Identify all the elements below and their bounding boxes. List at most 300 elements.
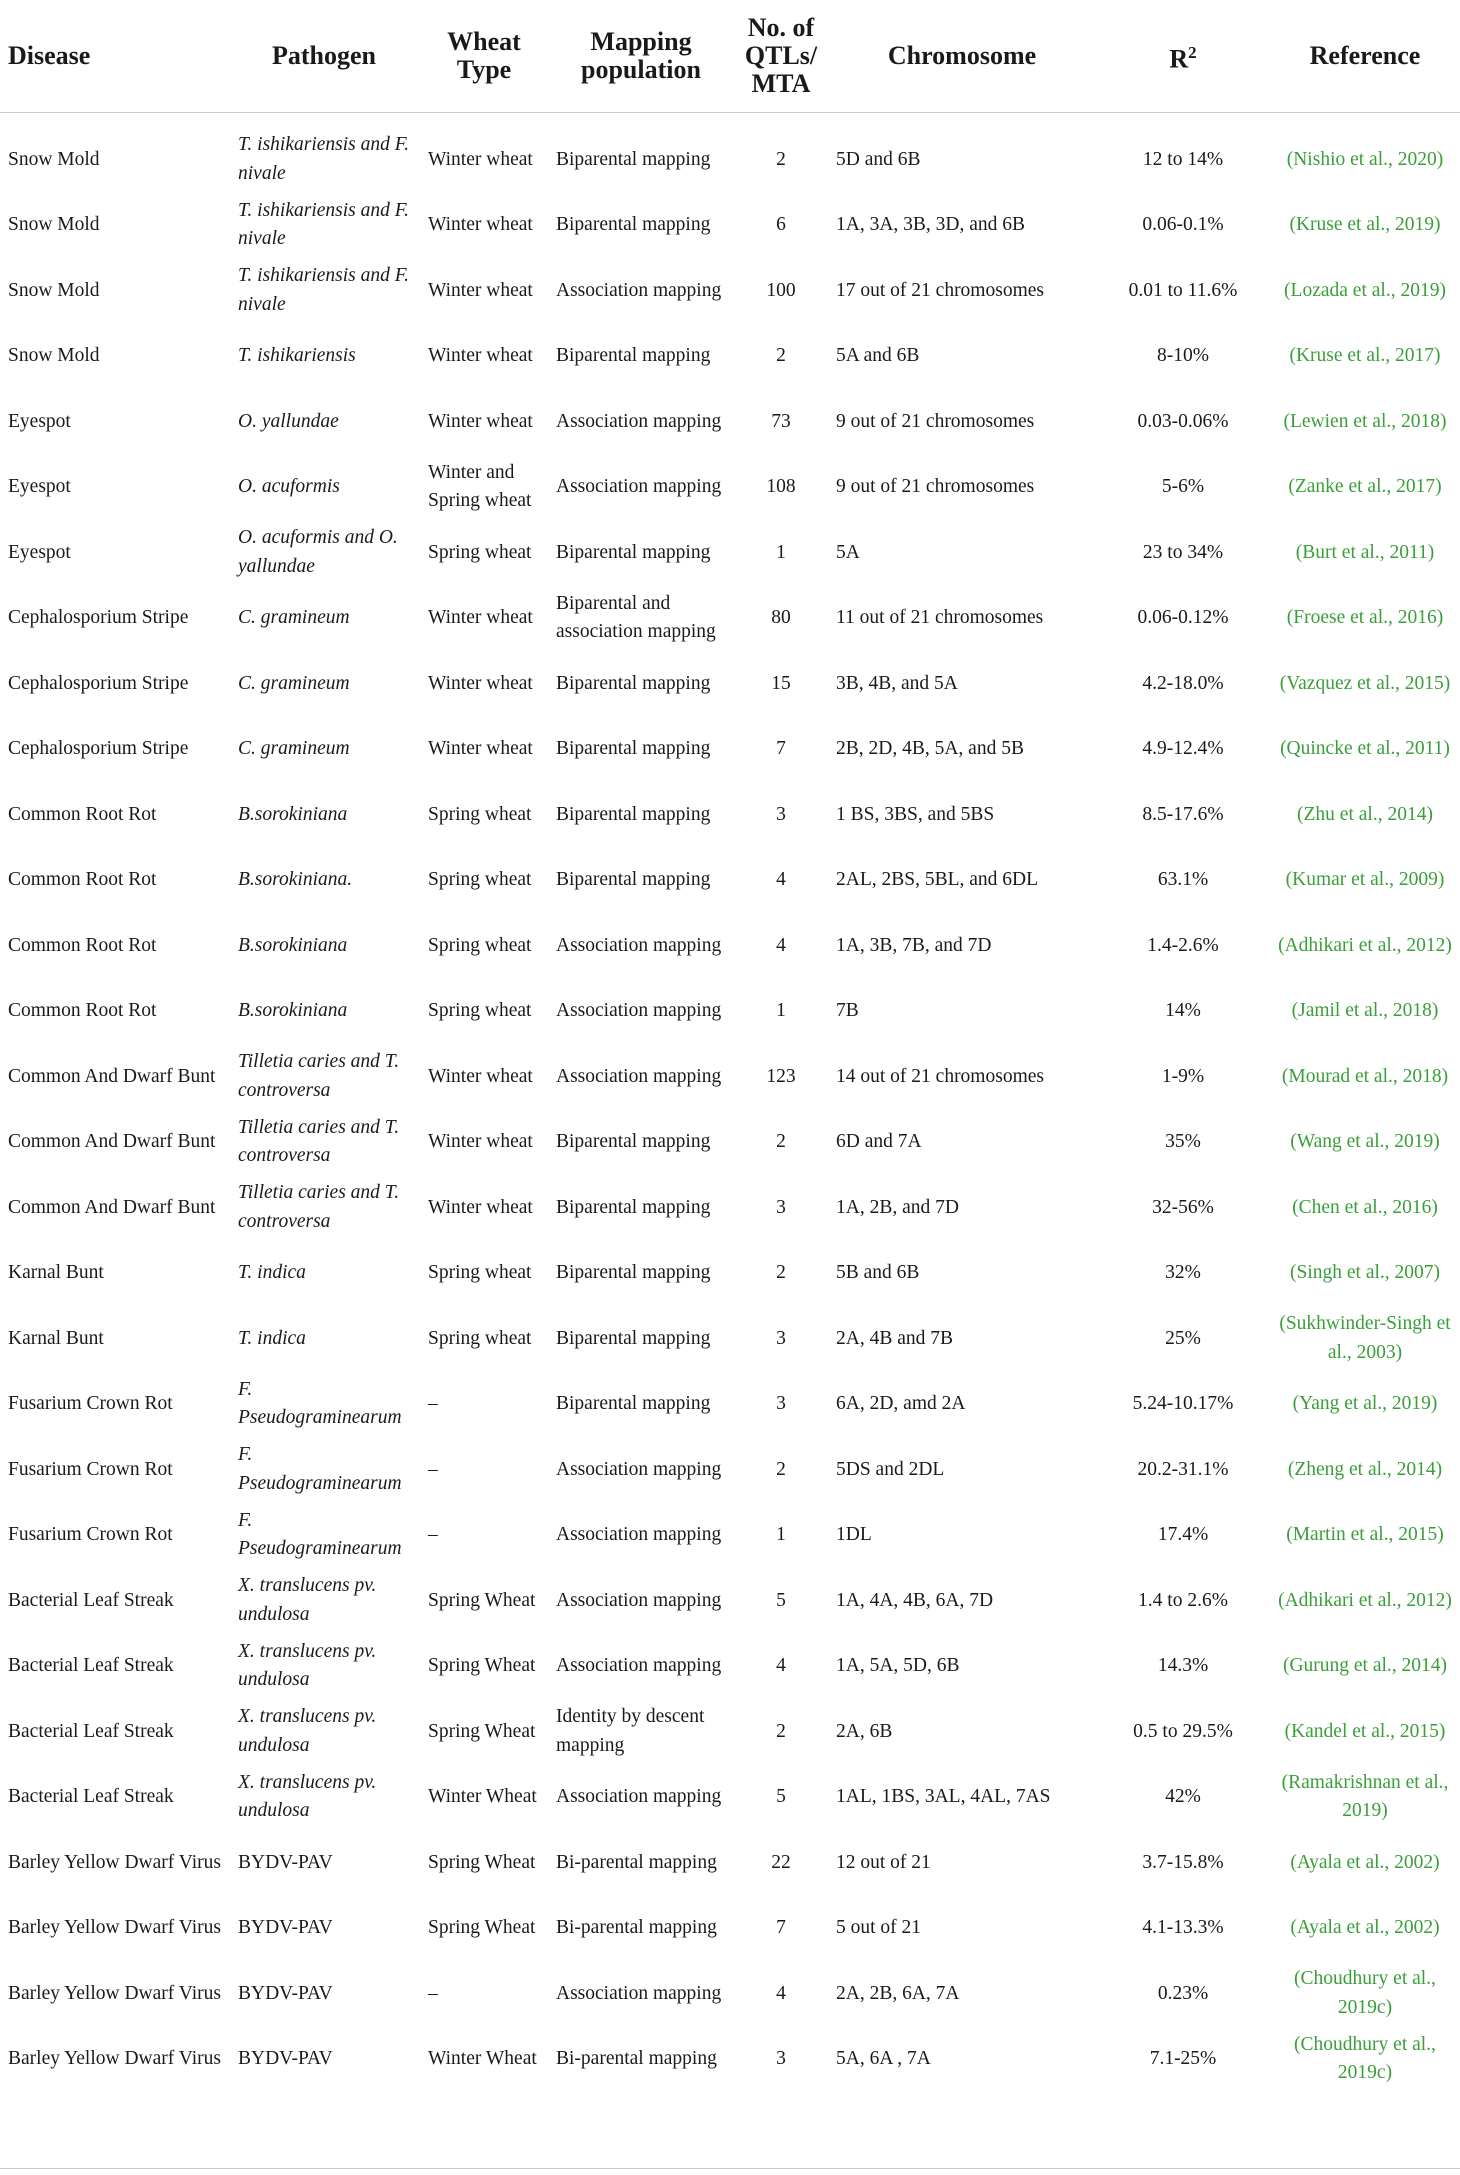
header-row [0,0,1460,113]
cell-pathogen: T. indica [238,1327,306,1349]
cell-chromosome: 1AL, 1BS, 3AL, 4AL, 7AS [836,1786,1051,1807]
cell-pathogen: X. translucens pv. undulosa [238,1706,377,1756]
cell-chromosome: 1DL [836,1524,872,1545]
table-row [0,1830,1460,1896]
cell-disease: Snow Mold [8,214,100,235]
header-disease: Disease [0,0,228,113]
cell-wheat-type: Spring wheat [428,1262,532,1283]
cell-wheat-type: Spring Wheat [428,1917,536,1938]
cell-pathogen: Tilletia caries and T. controversa [238,1051,400,1101]
header-chromosome: Chromosome [828,0,1096,113]
cell-r2: 5.24-10.17% [1132,1393,1234,1414]
cell-mapping-population: Association mapping [556,1000,722,1021]
cell-r2: 32% [1165,1262,1201,1283]
cell-mapping-population: Biparental mapping [556,672,711,694]
cell-chromosome: 11 out of 21 chromosomes [836,607,1044,628]
cell-wheat-type: Winter wheat [428,345,533,366]
header-qtls-line1: No. of [747,13,815,42]
cell-reference[interactable] [1270,1961,1460,2027]
cell-r2: 42% [1165,1786,1201,1807]
cell-reference[interactable] [1270,1372,1460,1438]
cell-reference[interactable] [1270,258,1460,324]
cell-qtls: 2 [776,1131,786,1152]
cell-wheat-type: Winter and Spring wheat [428,461,532,512]
cell-qtls: 5 [776,1786,786,1807]
reference-link[interactable]: (Ayala et al., 2002) [1290,1917,1440,1938]
cell-mapping-population: Biparental mapping [556,1393,711,1414]
cell-pathogen: X. translucens pv. undulosa [238,1575,377,1625]
cell-mapping-population: Association mapping [556,1655,722,1676]
cell-wheat-type: Spring wheat [428,869,532,890]
cell-chromosome: 2A, 2B, 6A, 7A [836,1982,960,2004]
reference-link[interactable]: (Wang et al., 2019) [1290,1131,1440,1152]
cell-mapping-population: Bi-parental mapping [556,2048,717,2069]
cell-r2: 8.5-17.6% [1142,803,1224,825]
table-row [0,1110,1460,1176]
cell-reference[interactable] [1270,455,1460,521]
reference-link[interactable]: (Mourad et al., 2018) [1281,1065,1449,1087]
cell-qtls: 7 [776,1917,786,1938]
cell-r2: 0.03-0.06% [1137,410,1229,432]
cell-reference[interactable] [1270,1699,1460,1765]
cell-mapping-population: Association mapping [556,410,722,432]
cell-pathogen: T. indica [238,1262,306,1283]
cell-reference[interactable] [1270,1896,1460,1962]
cell-disease: Common And Dwarf Bunt [8,1065,216,1087]
cell-chromosome: 5 out of 21 [836,1917,922,1938]
reference-link[interactable]: (Martin et al., 2015) [1286,1524,1444,1545]
cell-mapping-population: Biparental mapping [556,345,711,366]
cell-chromosome: 5A, 6A , 7A [836,2048,931,2069]
cell-qtls: 3 [776,1327,786,1349]
table-row [0,651,1460,717]
table-row [0,389,1460,455]
cell-disease: Common Root Rot [8,934,157,956]
cell-mapping-population: Association mapping [556,934,722,956]
cell-disease: Barley Yellow Dwarf Virus [8,1851,221,1873]
cell-chromosome: 9 out of 21 chromosomes [836,410,1035,432]
table-body [0,113,1460,2093]
cell-r2: 17.4% [1157,1524,1209,1545]
cell-r2: 32-56% [1152,1196,1214,1218]
cell-qtls: 2 [776,1720,786,1742]
cell-qtls: 2 [776,148,786,170]
cell-chromosome: 14 out of 21 chromosomes [836,1065,1044,1087]
cell-qtls: 3 [776,2048,786,2069]
cell-mapping-population: Biparental mapping [556,148,711,170]
reference-link[interactable]: (Gurung et al., 2014) [1282,1655,1448,1676]
cell-qtls: 1 [776,541,786,563]
cell-mapping-population: Bi-parental mapping [556,1851,717,1873]
cell-qtls: 2 [776,1262,786,1283]
reference-link[interactable]: (Vazquez et al., 2015) [1279,672,1451,694]
table-row [0,913,1460,979]
table-row [0,1437,1460,1503]
cell-reference[interactable] [1270,389,1460,455]
table-row [0,1503,1460,1569]
cell-r2: 5-6% [1161,476,1205,497]
table-row [0,1372,1460,1438]
cell-wheat-type: Spring wheat [428,934,532,956]
cell-pathogen: B.sorokiniana [238,934,348,956]
reference-link[interactable]: (Singh et al., 2007) [1289,1262,1441,1283]
cell-r2: 63.1% [1157,869,1209,890]
cell-qtls: 1 [776,1524,786,1545]
header-wheat-type-line2: Type [456,55,512,84]
cell-reference[interactable] [1270,1765,1460,1831]
cell-disease: Snow Mold [8,148,100,170]
cell-r2: 1.4 to 2.6% [1138,1589,1228,1611]
cell-mapping-population: Association mapping [556,1458,722,1480]
cell-mapping-population: Biparental mapping [556,214,711,235]
cell-disease: Barley Yellow Dwarf Virus [8,1982,221,2004]
cell-wheat-type: Winter wheat [428,148,533,170]
cell-qtls: 108 [766,476,796,497]
cell-wheat-type: Winter wheat [428,607,533,628]
cell-qtls: 4 [776,869,786,890]
cell-wheat-type: – [428,1458,438,1480]
cell-wheat-type: Winter wheat [428,1131,533,1152]
table-row [0,455,1460,521]
cell-mapping-population: Association mapping [556,1524,722,1545]
reference-link[interactable]: (Nishio et al., 2020) [1286,148,1444,170]
cell-qtls: 6 [776,214,786,235]
table-row [0,113,1460,193]
table-row [0,1306,1460,1372]
cell-mapping-population: Biparental mapping [556,1196,711,1218]
cell-chromosome: 12 out of 21 [836,1851,931,1873]
cell-r2: 8-10% [1157,345,1209,366]
cell-disease: Common Root Rot [8,869,157,890]
header-r2 [1096,0,1270,113]
cell-r2: 35% [1165,1131,1201,1152]
cell-pathogen: B.sorokiniana. [238,869,353,890]
reference-link[interactable]: (Lozada et al., 2019) [1284,279,1446,301]
cell-disease: Common And Dwarf Bunt [8,1131,216,1152]
cell-mapping-population: Biparental mapping [556,803,711,825]
cell-r2: 1.4-2.6% [1147,934,1219,956]
table-row [0,782,1460,848]
cell-chromosome: 2B, 2D, 4B, 5A, and 5B [836,738,1024,759]
table-row [0,586,1460,652]
cell-qtls: 100 [766,279,796,301]
header-qtls [734,0,828,113]
table-row [0,1044,1460,1110]
cell-wheat-type: Winter wheat [428,1196,533,1218]
cell-qtls: 123 [766,1065,796,1087]
cell-mapping-population: Association mapping [556,1589,722,1611]
cell-qtls: 5 [776,1589,786,1611]
cell-mapping-population: Biparental mapping [556,1327,711,1349]
cell-pathogen: C. gramineum [238,672,350,694]
cell-pathogen: X. translucens pv. undulosa [238,1771,377,1822]
cell-chromosome: 1A, 4A, 4B, 6A, 7D [836,1589,994,1611]
cell-chromosome: 7B [836,1000,859,1021]
reference-link[interactable]: (Quincke et al., 2011) [1280,738,1450,759]
reference-link[interactable]: (Zanke et al., 2017) [1288,476,1442,497]
cell-chromosome: 2AL, 2BS, 5BL, and 6DL [836,869,1039,890]
reference-link[interactable]: (Sukhwinder-Singh et al., 2003) [1279,1313,1451,1363]
cell-mapping-population: Association mapping [556,1786,722,1807]
cell-r2: 25% [1165,1327,1201,1349]
cell-reference[interactable] [1270,717,1460,783]
cell-pathogen: T. ishikariensis and F. nivale [238,265,410,315]
reference-link[interactable]: (Choudhury et al., 2019c) [1294,1968,1436,2018]
cell-qtls: 4 [776,1982,786,2004]
cell-r2: 14% [1165,1000,1201,1021]
cell-qtls: 3 [776,1393,786,1414]
reference-link[interactable]: (Choudhury et al., 2019c) [1294,2033,1436,2084]
cell-disease: Eyespot [8,410,71,432]
cell-qtls: 4 [776,1655,786,1676]
header-r2-base: R [1169,44,1189,74]
cell-pathogen: F. Pseudograminearum [238,1509,402,1560]
cell-chromosome: 1 BS, 3BS, and 5BS [836,803,995,825]
cell-r2: 0.06-0.12% [1137,607,1229,628]
cell-reference[interactable] [1270,1503,1460,1569]
cell-disease: Bacterial Leaf Streak [8,1720,174,1742]
cell-wheat-type: Winter wheat [428,1065,533,1087]
cell-reference[interactable] [1270,1830,1460,1896]
reference-link[interactable]: (Adhikari et al., 2012) [1278,1589,1452,1611]
reference-link[interactable]: (Lewien et al., 2018) [1283,410,1447,432]
cell-mapping-population: Biparental and association mapping [556,592,716,643]
cell-wheat-type: Spring wheat [428,541,532,563]
cell-reference[interactable] [1270,651,1460,717]
table-row [0,848,1460,914]
cell-disease: Karnal Bunt [8,1327,104,1349]
cell-pathogen: C. gramineum [238,738,350,759]
cell-mapping-population: Biparental mapping [556,869,711,890]
cell-r2: 0.5 to 29.5% [1133,1720,1233,1742]
cell-wheat-type: Winter wheat [428,672,533,694]
cell-pathogen: B.sorokiniana [238,803,348,825]
cell-disease: Cephalosporium Stripe [8,672,189,694]
cell-disease: Bacterial Leaf Streak [8,1589,174,1611]
reference-link[interactable]: (Burt et al., 2011) [1295,541,1435,563]
cell-pathogen: T. ishikariensis and F. nivale [238,134,410,184]
header-reference: Reference [1270,0,1460,113]
cell-disease: Common And Dwarf Bunt [8,1196,216,1218]
cell-mapping-population: Association mapping [556,279,722,301]
cell-reference[interactable] [1270,193,1460,259]
header-mapping-line2: population [581,55,701,84]
cell-wheat-type: Spring Wheat [428,1851,536,1873]
cell-wheat-type: Spring wheat [428,803,532,825]
cell-disease: Barley Yellow Dwarf Virus [8,1917,221,1938]
cell-qtls: 22 [771,1851,791,1873]
cell-qtls: 7 [776,738,786,759]
cell-pathogen: O. yallundae [238,410,339,432]
header-wheat-type [420,0,548,113]
reference-link[interactable]: (Kumar et al., 2009) [1285,869,1445,890]
cell-reference[interactable] [1270,1175,1460,1241]
reference-link[interactable]: (Ayala et al., 2002) [1290,1851,1440,1873]
cell-disease: Common Root Rot [8,1000,157,1021]
cell-qtls: 4 [776,934,786,956]
cell-chromosome: 5B and 6B [836,1262,920,1283]
cell-r2: 0.01 to 11.6% [1128,279,1238,301]
header-qtls-line2: QTLs/ [744,41,818,70]
cell-wheat-type: Spring Wheat [428,1589,536,1611]
cell-disease: Cephalosporium Stripe [8,607,189,628]
cell-disease: Fusarium Crown Rot [8,1458,173,1480]
cell-qtls: 3 [776,1196,786,1218]
cell-wheat-type: Spring wheat [428,1000,532,1021]
cell-pathogen: C. gramineum [238,607,350,628]
cell-disease: Barley Yellow Dwarf Virus [8,2048,221,2069]
cell-pathogen: X. translucens pv. undulosa [238,1640,377,1691]
cell-reference[interactable] [1270,1044,1460,1110]
cell-reference[interactable] [1270,113,1460,193]
cell-pathogen: BYDV-PAV [238,1917,333,1938]
table-bottom-rule [0,2168,1460,2169]
cell-wheat-type: – [428,1393,438,1414]
cell-chromosome: 5A [836,541,860,563]
cell-chromosome: 1A, 3A, 3B, 3D, and 6B [836,214,1026,235]
cell-r2: 7.1-25% [1149,2048,1217,2069]
cell-reference[interactable] [1270,586,1460,652]
cell-mapping-population: Biparental mapping [556,541,711,563]
cell-r2: 0.23% [1157,1982,1209,2004]
cell-disease: Common Root Rot [8,803,157,825]
cell-mapping-population: Association mapping [556,476,722,497]
cell-disease: Eyespot [8,476,71,497]
cell-pathogen: Tilletia caries and T. controversa [238,1116,400,1167]
table-row [0,1175,1460,1241]
table-row [0,1634,1460,1700]
cell-wheat-type: Spring wheat [428,1327,532,1349]
cell-reference[interactable] [1270,324,1460,390]
reference-link[interactable]: (Adhikari et al., 2012) [1278,934,1452,956]
header-mapping-line1: Mapping [590,27,692,56]
table-row [0,717,1460,783]
cell-qtls: 2 [776,1458,786,1480]
reference-link[interactable]: (Kandel et al., 2015) [1284,1720,1446,1742]
cell-pathogen: T. ishikariensis [238,345,356,366]
cell-reference[interactable] [1270,520,1460,586]
cell-wheat-type: Winter Wheat [428,2048,537,2069]
cell-mapping-population: Association mapping [556,1982,722,2004]
cell-pathogen: BYDV-PAV [238,1982,333,2004]
cell-r2: 4.1-13.3% [1142,1917,1224,1938]
cell-wheat-type: Winter wheat [428,214,533,235]
table-row [0,1568,1460,1634]
cell-mapping-population: Association mapping [556,1065,722,1087]
cell-r2: 12 to 14% [1142,148,1224,170]
cell-qtls: 15 [771,672,791,694]
cell-wheat-type: Winter wheat [428,738,533,759]
cell-chromosome: 2A, 6B [836,1720,893,1742]
cell-disease: Karnal Bunt [8,1262,104,1283]
cell-r2: 20.2-31.1% [1137,1458,1229,1480]
cell-qtls: 2 [776,345,786,366]
cell-pathogen: O. acuformis and O. yallundae [238,527,398,577]
cell-reference[interactable] [1270,1241,1460,1307]
reference-link[interactable]: (Chen et al., 2016) [1292,1196,1438,1218]
cell-mapping-population: Biparental mapping [556,738,711,759]
cell-reference[interactable] [1270,1306,1460,1372]
cell-r2: 4.2-18.0% [1142,672,1224,694]
cell-pathogen: F. Pseudograminearum [238,1378,402,1429]
cell-disease: Fusarium Crown Rot [8,1393,173,1414]
header-r2-sup: 2 [1188,42,1197,62]
cell-chromosome: 5DS and 2DL [836,1458,945,1480]
cell-pathogen: O. acuformis [238,476,340,497]
cell-wheat-type: Spring Wheat [428,1655,536,1676]
cell-disease: Eyespot [8,541,71,563]
table-row [0,1699,1460,1765]
reference-link[interactable]: (Kruse et al., 2017) [1289,345,1441,366]
cell-chromosome: 5D and 6B [836,148,921,170]
cell-r2: 1-9% [1161,1065,1205,1087]
cell-chromosome: 9 out of 21 chromosomes [836,476,1035,497]
table-row [0,193,1460,259]
cell-pathogen: T. ishikariensis and F. nivale [238,199,410,250]
cell-reference[interactable] [1270,848,1460,914]
header-pathogen: Pathogen [228,0,420,113]
table-row [0,520,1460,586]
cell-wheat-type: – [428,1982,438,2004]
cell-reference[interactable] [1270,1634,1460,1700]
cell-pathogen: Tilletia caries and T. controversa [238,1182,400,1232]
cell-pathogen: F. Pseudograminearum [238,1444,402,1494]
reference-link[interactable]: (Kruse et al., 2019) [1289,214,1441,235]
cell-disease: Snow Mold [8,279,100,301]
cell-reference[interactable] [1270,1110,1460,1176]
table-row [0,258,1460,324]
cell-chromosome: 1A, 2B, and 7D [836,1196,959,1218]
cell-pathogen: B.sorokiniana [238,1000,348,1021]
cell-qtls: 80 [771,607,791,628]
cell-qtls: 3 [776,803,786,825]
cell-mapping-population: Identity by descent mapping [556,1706,705,1756]
cell-wheat-type: Winter wheat [428,279,533,301]
cell-pathogen: BYDV-PAV [238,2048,333,2069]
reference-link[interactable]: (Yang et al., 2019) [1292,1393,1438,1414]
cell-qtls: 73 [771,410,791,432]
cell-r2: 23 to 34% [1142,541,1224,563]
reference-link[interactable]: (Zhu et al., 2014) [1297,803,1433,825]
cell-r2: 3.7-15.8% [1142,1851,1224,1873]
cell-reference[interactable] [1270,913,1460,979]
reference-link[interactable]: (Ramakrishnan et al., 2019) [1281,1771,1449,1822]
reference-link[interactable]: (Zheng et al., 2014) [1287,1458,1443,1480]
cell-reference[interactable] [1270,1568,1460,1634]
reference-link[interactable]: (Jamil et al., 2018) [1291,1000,1439,1021]
table-row [0,979,1460,1045]
cell-reference[interactable] [1270,979,1460,1045]
cell-r2: 0.06-0.1% [1142,214,1224,235]
header-mapping-population [548,0,734,113]
cell-disease: Cephalosporium Stripe [8,738,189,759]
cell-wheat-type: Winter Wheat [428,1786,537,1807]
header-qtls-line3: MTA [751,69,811,98]
cell-chromosome: 3B, 4B, and 5A [836,672,958,694]
cell-chromosome: 5A and 6B [836,345,920,366]
table-row [0,324,1460,390]
cell-reference[interactable] [1270,782,1460,848]
cell-reference[interactable] [1270,2027,1460,2093]
table-row [0,1961,1460,2027]
cell-mapping-population: Biparental mapping [556,1262,711,1283]
table-row [0,1241,1460,1307]
cell-disease: Fusarium Crown Rot [8,1524,173,1545]
header-wheat-type-line1: Wheat [447,27,521,56]
cell-reference[interactable] [1270,1437,1460,1503]
cell-chromosome: 1A, 3B, 7B, and 7D [836,934,992,956]
reference-link[interactable]: (Froese et al., 2016) [1286,607,1444,628]
